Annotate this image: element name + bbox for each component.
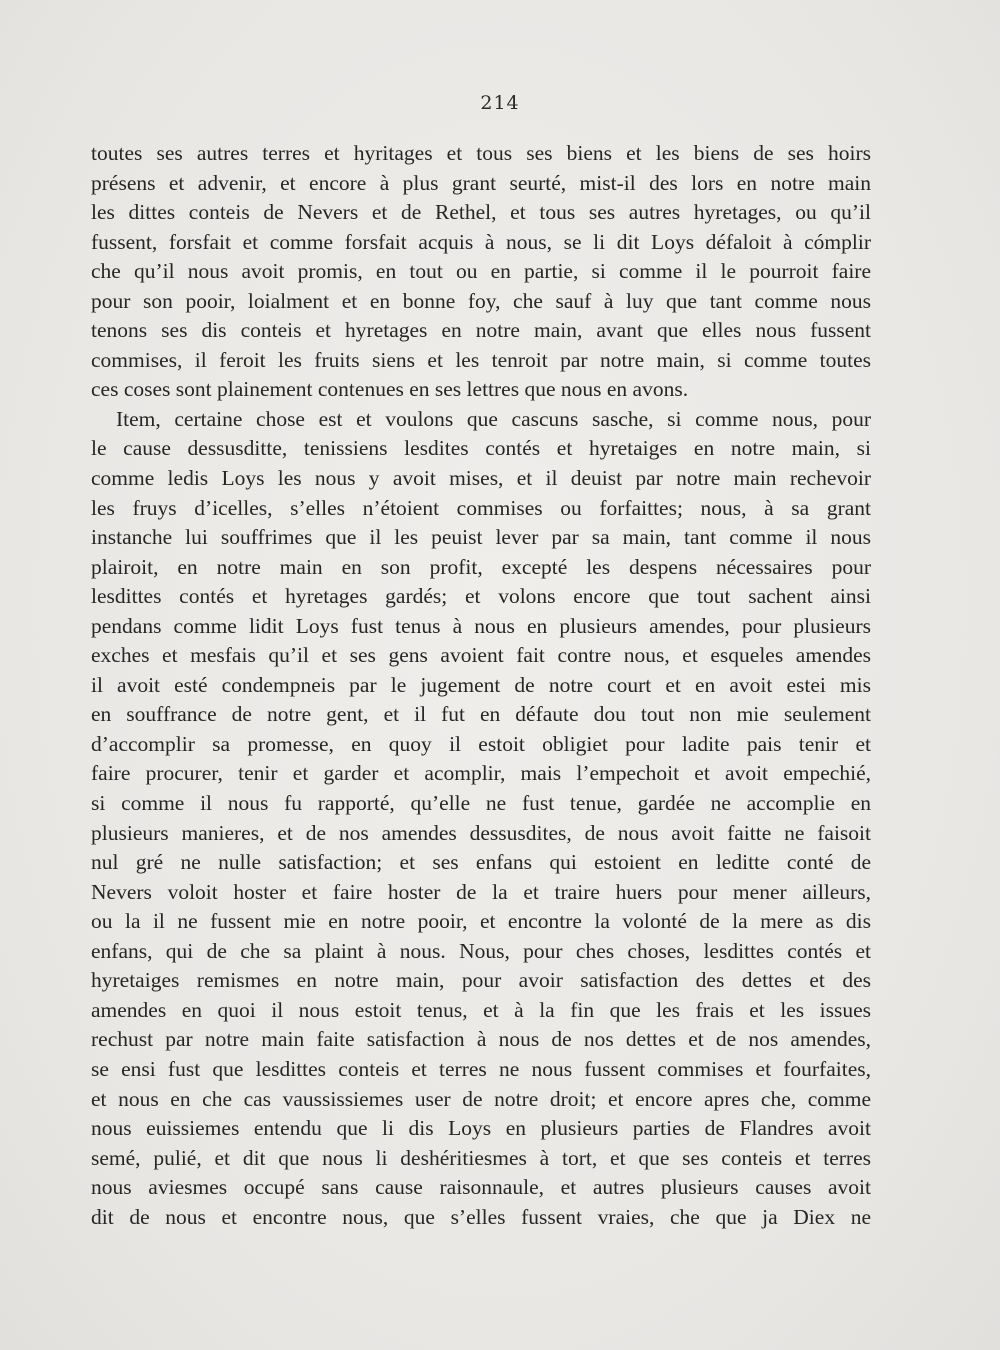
text-line: lesdittes contés et hyretages gardés; et volons encore que tout sachent ainsi	[91, 584, 871, 609]
paragraph-1	[91, 139, 871, 405]
text-line: commises, il feroit les fruits siens et les tenroit par notre main, si comme toutes	[91, 347, 871, 372]
text-line: les fruys d’icelles, s’elles n’étoient commises ou forfaittes; nous, à sa grant	[91, 495, 871, 520]
text-line: faire procurer, tenir et garder et acomplir, mais l’empechoit et avoit empechié,	[91, 761, 871, 786]
paragraph-2	[91, 405, 871, 1232]
text-line: si comme il nous fu rapporté, qu’elle ne fust tenue, gardée ne accomplie en	[91, 791, 871, 816]
text-line: fussent, forsfait et comme forsfait acquis à nous, se li dit Loys défaloit à cómplir	[91, 229, 871, 254]
text-line: plairoit, en notre main en son profit, excepté les despens nécessaires pour	[91, 554, 871, 579]
text-line: rechust par notre main faite satisfaction à nous de nos dettes et de nos amendes,	[91, 1027, 871, 1052]
text-line: il avoit esté condempneis par le jugement de notre court et en avoit estei mis	[91, 672, 871, 697]
body-text	[91, 139, 871, 1232]
text-line: pendans comme lidit Loys fust tenus à nous en plusieurs amendes, pour plusieurs	[91, 613, 871, 638]
text-line: Nevers voloit hoster et faire hoster de la et traire huers pour mener ailleurs,	[91, 879, 871, 904]
text-line: pour son pooir, loialment et en bonne foy, che sauf à luy que tant comme nous	[91, 288, 871, 313]
text-line: tenons ses dis conteis et hyretages en notre main, avant que elles nous fussent	[91, 318, 871, 343]
text-line: présens et advenir, et encore à plus grant seurté, mist-il des lors en notre main	[91, 170, 871, 195]
text-line: toutes ses autres terres et hyritages et tous ses biens et les biens de ses hoirs	[91, 141, 871, 165]
text-line: nous aviesmes occupé sans cause raisonnaule, et autres plusieurs causes avoit	[91, 1175, 871, 1200]
text-line: nul gré ne nulle satisfaction; et ses enfans qui estoient en leditte conté de	[91, 850, 871, 875]
text-line: che qu’il nous avoit promis, en tout ou en partie, si comme il le pourroit faire	[91, 259, 871, 284]
text-line: en souffrance de notre gent, et il fut en défaute dou tout non mie seulement	[91, 702, 871, 727]
text-line: nous euissiemes entendu que li dis Loys en plusieurs parties de Flandres avoit	[91, 1116, 871, 1141]
text-line: et nous en che cas vaussissiemes user de notre droit; et encore apres che, comme	[91, 1086, 871, 1111]
text-line: ces coses sont plainement contenues en ses lettres que nous en avons.	[91, 377, 689, 402]
text-line: hyretaiges remismes en notre main, pour avoir satisfaction des dettes et des	[91, 968, 871, 993]
text-line: se ensi fust que lesdittes conteis et terres ne nous fussent commises et fourfaites,	[91, 1056, 871, 1081]
text-line: semé, pulié, et dit que nous li deshéritiesmes à tort, et que ses conteis et terres	[91, 1145, 871, 1170]
text-line: d’accomplir sa promesse, en quoy il estoit obligiet pour ladite pais tenir et	[91, 731, 871, 756]
text-line: enfans, qui de che sa plaint à nous. Nous, pour ches choses, lesdittes contés et	[91, 938, 871, 963]
text-line: les dittes conteis de Nevers et de Rethel, et tous ses autres hyretages, ou qu’il	[91, 200, 871, 225]
text-line: exches et mesfais qu’il et ses gens avoient fait contre nous, et esqueles amendes	[91, 643, 871, 668]
text-line: plusieurs manieres, et de nos amendes dessusdites, de nous avoit faitte ne faisoit	[91, 820, 871, 845]
text-line: amendes en quoi il nous estoit tenus, et à la fin que les frais et les issues	[91, 997, 871, 1022]
text-line: instanche lui souffrimes que il les peuist lever par sa main, tant comme il nous	[91, 525, 871, 550]
text-line: Item, certaine chose est et voulons que cascuns sasche, si comme nous, pour	[116, 406, 871, 431]
text-line: comme ledis Loys les nous y avoit mises, et il deuist par notre main rechevoir	[91, 466, 871, 491]
text-line: le cause dessusditte, tenissiens lesdites contés et hyretaiges en notre main, si	[91, 436, 871, 461]
text-line: dit de nous et encontre nous, que s’elles fussent vraies, che que ja Diex ne	[91, 1204, 871, 1229]
text-line: ou la il ne fussent mie en notre pooir, et encontre la volonté de la mere as dis	[91, 909, 871, 934]
page-number: 214	[480, 92, 520, 114]
